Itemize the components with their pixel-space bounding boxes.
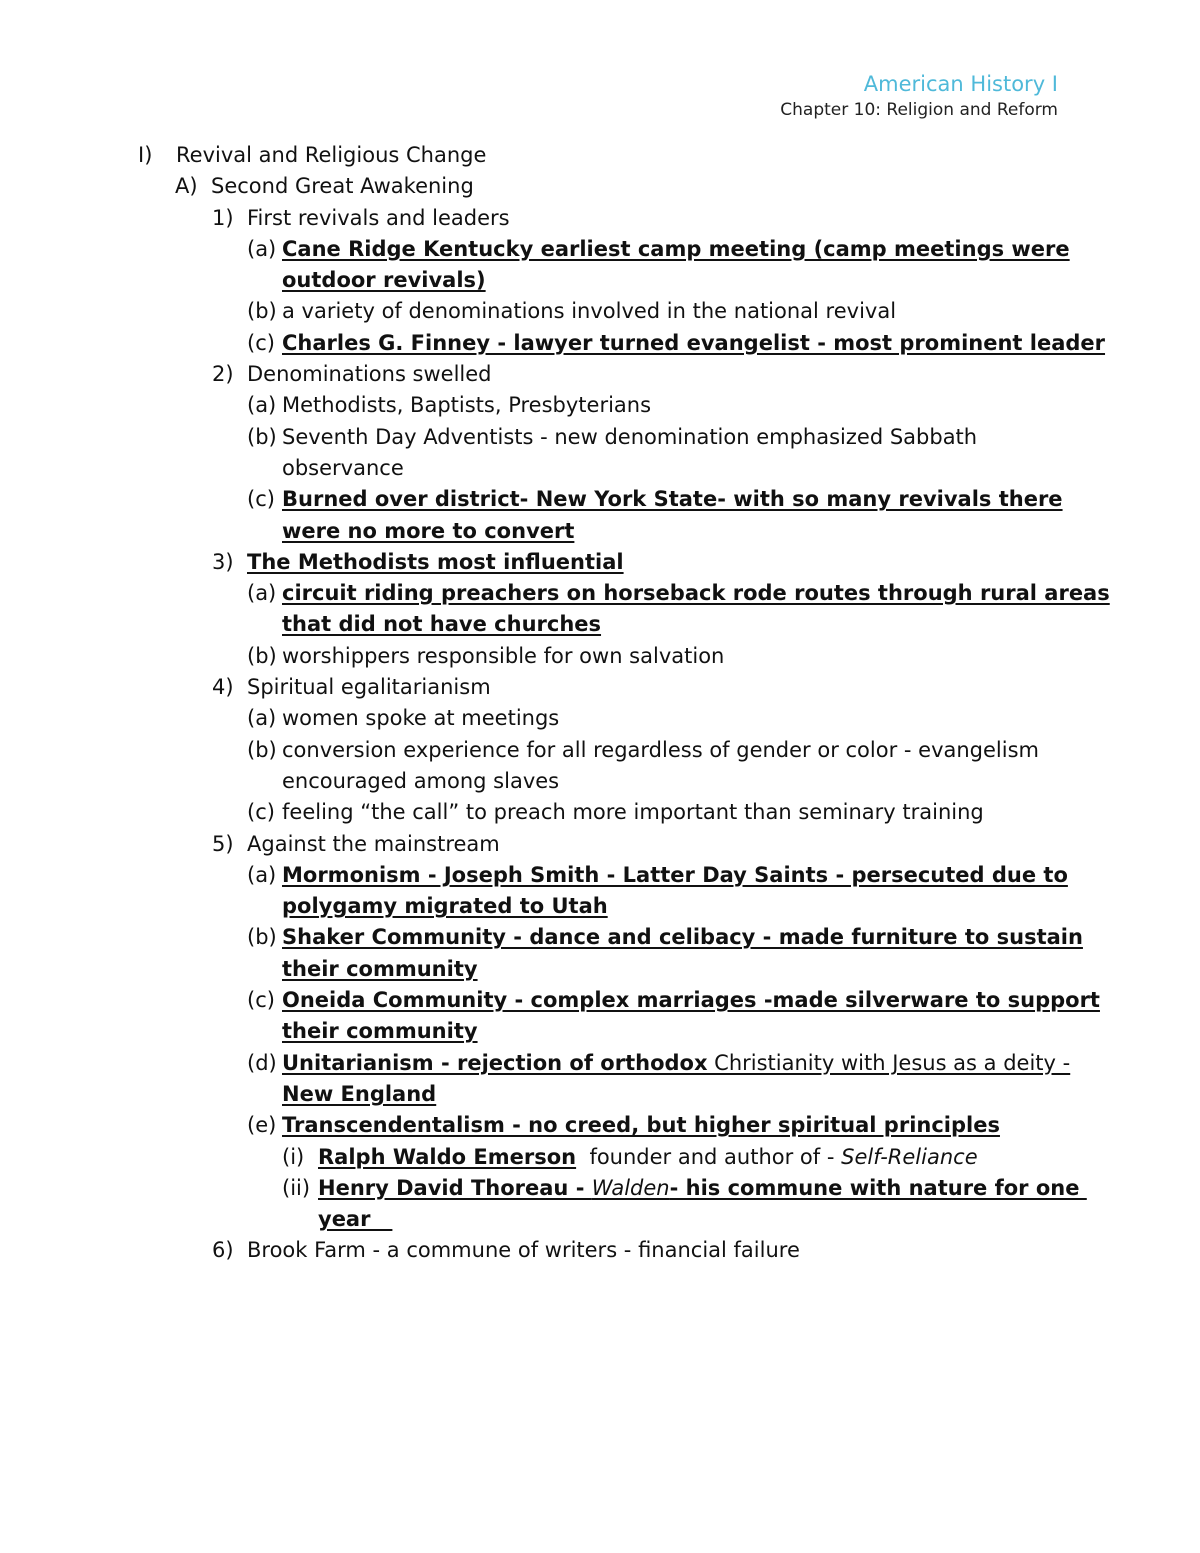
item-text-italic: Self-Reliance <box>841 1144 978 1169</box>
outline-item-2b-cont <box>0 453 1200 484</box>
item-text: polygamy migrated to Utah <box>282 894 608 919</box>
outline-item-1a-cont <box>0 265 1200 296</box>
item-text: worshippers responsible for own salvation <box>282 643 725 668</box>
item-text: Against the mainstream <box>247 831 500 856</box>
item-marker: A) <box>175 174 198 199</box>
item-marker: 5) <box>212 831 234 856</box>
item-text: their community <box>282 956 478 981</box>
item-text: that did not have churches <box>282 612 602 637</box>
item-marker: (b) <box>247 925 277 950</box>
item-text: Spiritual egalitarianism <box>247 675 491 700</box>
item-text: a variety of denominations involved in the national revival <box>282 299 897 324</box>
item-text: The Methodists most influential <box>247 549 624 574</box>
outline-item-5e <box>0 1110 1200 1141</box>
outline-item-2c <box>0 484 1200 515</box>
item-text <box>318 1142 978 1173</box>
item-marker: (a) <box>247 862 277 887</box>
item-marker: 2) <box>212 362 234 387</box>
outline <box>0 140 1200 1267</box>
outline-item-2c-cont <box>0 516 1200 547</box>
item-text-bold: Ralph Waldo Emerson <box>318 1144 577 1169</box>
item-marker: (d) <box>247 1050 277 1075</box>
item-text: were no more to convert <box>282 518 575 543</box>
item-text: women spoke at meetings <box>282 706 560 731</box>
outline-item-5d <box>0 1048 1200 1079</box>
item-text-bold: Unitarianism - rejection of orthodox <box>282 1050 708 1075</box>
item-marker: (b) <box>247 299 277 324</box>
item-marker: 1) <box>212 205 234 230</box>
outline-item-5c <box>0 985 1200 1016</box>
outline-item-3 <box>0 547 1200 578</box>
item-marker: (b) <box>247 424 277 449</box>
outline-item-a <box>0 171 1200 202</box>
item-text: conversion experience for all regardless of gender or color - evangelism <box>282 737 1039 762</box>
item-marker: 6) <box>212 1238 234 1263</box>
item-marker: (i) <box>282 1144 305 1169</box>
outline-item-2 <box>0 359 1200 390</box>
item-marker: (ii) <box>282 1175 311 1200</box>
outline-item-5e-ii <box>0 1173 1200 1204</box>
outline-item-4a <box>0 703 1200 734</box>
outline-item-4b-cont <box>0 766 1200 797</box>
outline-item-4c <box>0 797 1200 828</box>
item-text-bold-2: - his commune with nature for one <box>669 1175 1087 1200</box>
item-text: Revival and Religious Change <box>176 143 487 167</box>
item-marker: (c) <box>247 330 275 355</box>
outline-item-1a <box>0 234 1200 265</box>
outline-item-2b <box>0 422 1200 453</box>
chapter-subtitle: Chapter 10: Religion and Reform <box>780 100 1058 120</box>
item-marker: (a) <box>247 236 277 261</box>
item-text-rest: Christianity with Jesus as a deity - <box>707 1050 1071 1075</box>
item-text <box>318 1173 1087 1204</box>
outline-item-1b <box>0 296 1200 327</box>
item-marker: (a) <box>247 581 277 606</box>
outline-item-5d-cont <box>0 1079 1200 1110</box>
item-text: Oneida Community - complex marriages -made silverware to support <box>282 988 1100 1013</box>
item-text: New England <box>282 1081 437 1106</box>
outline-item-5 <box>0 829 1200 860</box>
item-text: First revivals and leaders <box>247 205 510 230</box>
outline-item-3a-cont <box>0 609 1200 640</box>
item-text: Transcendentalism - no creed, but higher spiritual principles <box>282 1113 1000 1138</box>
item-text: Denominations swelled <box>247 362 492 387</box>
outline-item-6 <box>0 1235 1200 1266</box>
item-text: outdoor revivals) <box>282 268 486 293</box>
item-marker: (b) <box>247 737 277 762</box>
outline-item-5c-cont <box>0 1016 1200 1047</box>
outline-item-5e-i <box>0 1142 1200 1173</box>
item-text: Brook Farm - a commune of writers - financial failure <box>247 1238 800 1263</box>
item-marker: (b) <box>247 643 277 668</box>
item-text: Mormonism - Joseph Smith - Latter Day Saints - persecuted due to <box>282 862 1068 887</box>
item-text: year <box>318 1207 393 1232</box>
item-text <box>282 1048 1070 1079</box>
item-text-bold: Henry David Thoreau - <box>318 1175 592 1200</box>
outline-item-4b <box>0 735 1200 766</box>
item-text: their community <box>282 1019 478 1044</box>
outline-item-5a <box>0 860 1200 891</box>
item-marker: (c) <box>247 487 275 512</box>
outline-item-3b <box>0 641 1200 672</box>
outline-item-2a <box>0 390 1200 421</box>
item-marker: 4) <box>212 675 234 700</box>
outline-item-5b <box>0 922 1200 953</box>
item-text: circuit riding preachers on horseback rode routes through rural areas <box>282 581 1110 606</box>
item-marker: (c) <box>247 988 275 1013</box>
item-marker: (a) <box>247 706 277 731</box>
item-text: feeling “the call” to preach more important than seminary training <box>282 800 984 825</box>
item-marker: (a) <box>247 393 277 418</box>
item-text: Charles G. Finney - lawyer turned evangelist - most prominent leader <box>282 330 1106 355</box>
item-marker: (c) <box>247 800 275 825</box>
outline-item-4 <box>0 672 1200 703</box>
outline-item-1 <box>0 203 1200 234</box>
outline-item-i <box>0 140 1200 171</box>
outline-item-1c <box>0 328 1200 359</box>
outline-item-5b-cont <box>0 954 1200 985</box>
item-marker: 3) <box>212 549 234 574</box>
item-text: observance <box>282 455 404 480</box>
item-text: Burned over district- New York State- with so many revivals there <box>282 487 1063 512</box>
course-title: American History I <box>863 72 1058 96</box>
item-text: Cane Ridge Kentucky earliest camp meeting (camp meetings were <box>282 236 1070 261</box>
item-text: Methodists, Baptists, Presbyterians <box>282 393 652 418</box>
item-text-italic: Walden <box>591 1175 670 1200</box>
item-marker: I) <box>138 143 153 167</box>
item-text: Second Great Awakening <box>211 174 474 199</box>
outline-item-3a <box>0 578 1200 609</box>
item-text: Shaker Community - dance and celibacy - made furniture to sustain <box>282 925 1083 950</box>
outline-item-5a-cont <box>0 891 1200 922</box>
item-marker: (e) <box>247 1113 277 1138</box>
item-text-rest: founder and author of - <box>576 1144 842 1169</box>
outline-item-5e-ii-cont <box>0 1204 1200 1235</box>
item-text: Seventh Day Adventists - new denomination emphasized Sabbath <box>282 424 978 449</box>
item-text: encouraged among slaves <box>282 768 560 793</box>
